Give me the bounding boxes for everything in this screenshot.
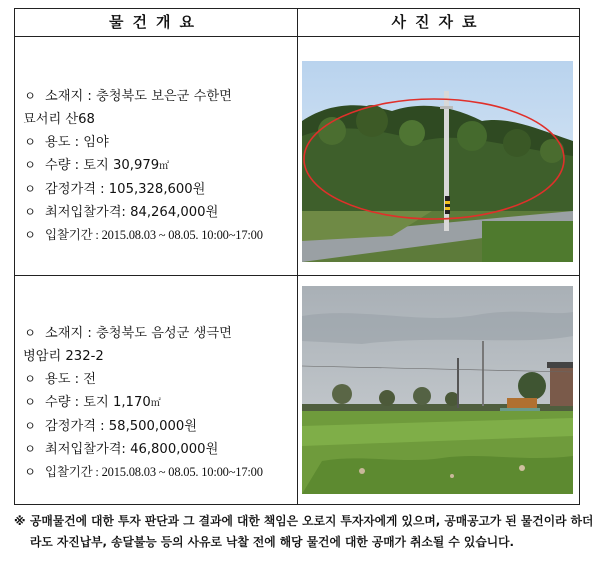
bullet-icon: ㅇ (24, 228, 36, 242)
bullet-icon: ㅇ (24, 89, 36, 103)
table-row (15, 36, 579, 276)
address-text-2: 병암리 232-2 (23, 349, 104, 364)
disclaimer-note (14, 511, 596, 553)
bullet-icon: ㅇ (24, 442, 36, 456)
address-text: 소재지 : 충청북도 보은군 수한면 (45, 89, 232, 104)
appraisal-text: 감정가격 : 58,500,000원 (45, 419, 198, 434)
use-text: 용도 : 전 (45, 372, 97, 387)
quantity-text: 수량 : 토지 1,170 (45, 395, 151, 410)
address-text-2: 묘서리 산68 (23, 112, 95, 127)
reference-mark-icon: ※ (14, 514, 26, 528)
header-overview: 물건개요 (15, 9, 298, 36)
disclaimer-text: 공매물건에 대한 투자 판단과 그 결과에 대한 책임은 오로지 투자자에게 있으며, 공매공고가 된 물건이라 하더라도 자진납부, 송달불능 등의 사유로 낙찰 전에 해당 물건에 대한 공매가 취소될 수 있습니다. (30, 514, 594, 549)
address-continuation (23, 108, 295, 131)
quantity-line (23, 154, 295, 178)
period-text: 입찰기간 : 2015.08.03 ~ 08.05. 10:00~17:00 (45, 228, 263, 242)
bullet-icon: ㅇ (24, 326, 36, 340)
use-text: 용도 : 임야 (45, 135, 109, 150)
min-bid-line (23, 201, 295, 224)
appraisal-line (23, 415, 295, 438)
table-row (15, 276, 579, 504)
appraisal-text: 감정가격 : 105,328,600원 (45, 182, 206, 197)
period-text: 입찰기간 : 2015.08.03 ~ 08.05. 10:00~17:00 (45, 465, 263, 479)
forest-hill-photo-icon (302, 61, 573, 262)
property-table (14, 8, 580, 505)
address-text: 소재지 : 충청북도 음성군 생극면 (45, 326, 232, 341)
property-info (23, 322, 295, 484)
bullet-icon: ㅇ (24, 465, 36, 479)
unit-text: ㎡ (150, 398, 161, 409)
min-bid-text: 최저입찰가격: 84,264,000원 (45, 205, 219, 220)
address-line (23, 85, 295, 108)
column-divider (297, 276, 298, 504)
period-line (23, 461, 295, 484)
bullet-icon: ㅇ (24, 135, 36, 149)
min-bid-line (23, 438, 295, 461)
bullet-icon: ㅇ (24, 419, 36, 433)
bullet-icon: ㅇ (24, 372, 36, 386)
bullet-icon: ㅇ (24, 205, 36, 219)
use-line (23, 368, 295, 391)
period-line (23, 224, 295, 247)
use-line (23, 131, 295, 154)
bullet-icon: ㅇ (24, 182, 36, 196)
column-divider (297, 36, 298, 275)
bullet-icon: ㅇ (24, 395, 36, 409)
min-bid-text: 최저입찰가격: 46,800,000원 (45, 442, 219, 457)
property-info (23, 85, 295, 247)
unit-text: ㎡ (159, 161, 170, 172)
quantity-text: 수량 : 토지 30,979 (45, 158, 160, 173)
bullet-icon: ㅇ (24, 158, 36, 172)
quantity-line (23, 391, 295, 415)
header-photos: 사진자료 (391, 13, 486, 31)
table-header (15, 9, 579, 37)
overcast-field-photo-icon (302, 286, 573, 494)
address-line (23, 322, 295, 345)
appraisal-line (23, 178, 295, 201)
address-continuation (23, 345, 295, 368)
